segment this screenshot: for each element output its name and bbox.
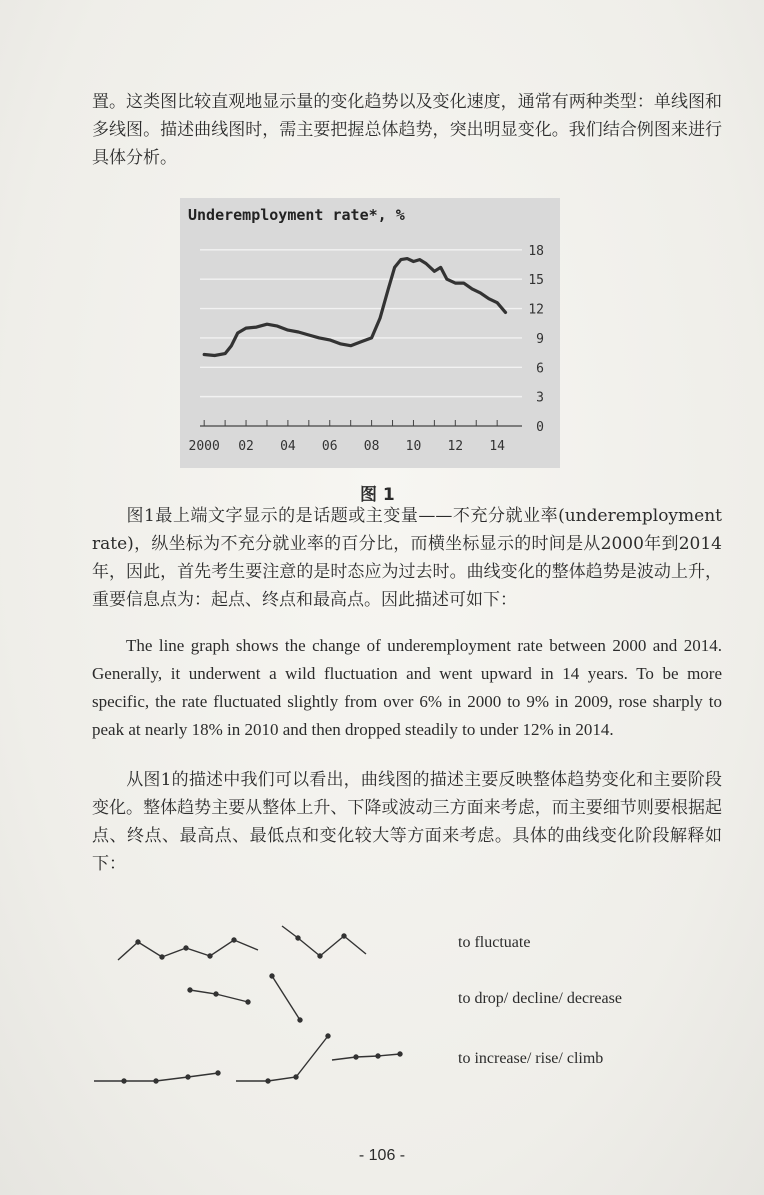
y-tick-label-6: 6 — [536, 361, 544, 377]
label-drop: to drop/ decline/ decrease — [458, 990, 622, 1007]
x-tick-label-06: 06 — [321, 439, 338, 454]
y-tick-label-9: 9 — [536, 331, 544, 347]
paragraph-intro: 置。这类图比较直观地显示量的变化趋势以及变化速度，通常有两种类型：单线图和多线图。描述曲线图时，需主要把握总体趋势，突出明显变化。我们结合例图来进行具体分析。 — [92, 92, 722, 168]
paragraph-explanation-text: 图1最上端文字显示的是话题或主变量——不充分就业率(underemployment rate)，纵坐标为不充分就业率的百分比，而横坐标显示的时间是从2000年到2014年，因此，首先考生要注意的是时态应为过去时。曲线变化的整体趋势是波动上升，重要信息点为：起点、终点和最高点。因此描述可如下： — [92, 506, 722, 610]
x-tick-label-10: 10 — [405, 439, 422, 454]
paragraph-explanation — [92, 502, 722, 614]
x-tick-label-02: 02 — [238, 439, 254, 454]
y-tick-label-18: 18 — [528, 243, 544, 259]
x-tick-label-2000: 2000 — [188, 439, 220, 454]
paragraph-summary — [92, 766, 722, 878]
chart-svg — [180, 198, 560, 468]
figure-caption: 图 1 — [360, 485, 395, 505]
series-line-0 — [204, 259, 505, 356]
label-fluctuate: to fluctuate — [458, 934, 531, 951]
paragraph-english-description — [92, 632, 722, 744]
paragraph-summary-text: 从图1的描述中我们可以看出，曲线图的描述主要反映整体趋势变化和主要阶段变化。整体趋势主要从整体上升、下降或波动三方面来考虑，而主要细节则要根据起点、终点、最高点、最低点和变化较大等方面来考虑。具体的曲线变化阶段解释如下： — [92, 770, 722, 874]
x-tick-label-14: 14 — [489, 439, 505, 454]
chart-title: Underemployment rate*, % — [188, 206, 405, 224]
x-tick-label-12: 12 — [447, 439, 464, 454]
x-tick-label-04: 04 — [280, 439, 296, 454]
label-increase: to increase/ rise/ climb — [458, 1050, 604, 1067]
y-tick-label-3: 3 — [536, 390, 544, 406]
y-tick-label-15: 15 — [528, 273, 544, 289]
y-tick-label-12: 12 — [528, 302, 544, 318]
paragraph-english-text: The line graph shows the change of underemployment rate between 2000 and 2014. Generally, it underwent a wild fluctuation and went upward in 14 years. To be more specific, the rate fluctuated slightly from over 6% in 2000 to 9% in 2009, rose sharply to peak at nearly 18% in 2010 and then dropped steadily to under 12% in 2014. — [92, 636, 722, 739]
x-tick-label-08: 08 — [363, 439, 380, 454]
line-chart — [180, 198, 560, 468]
y-tick-label-0: 0 — [536, 420, 544, 435]
page-number: - 106 - — [358, 1147, 406, 1164]
